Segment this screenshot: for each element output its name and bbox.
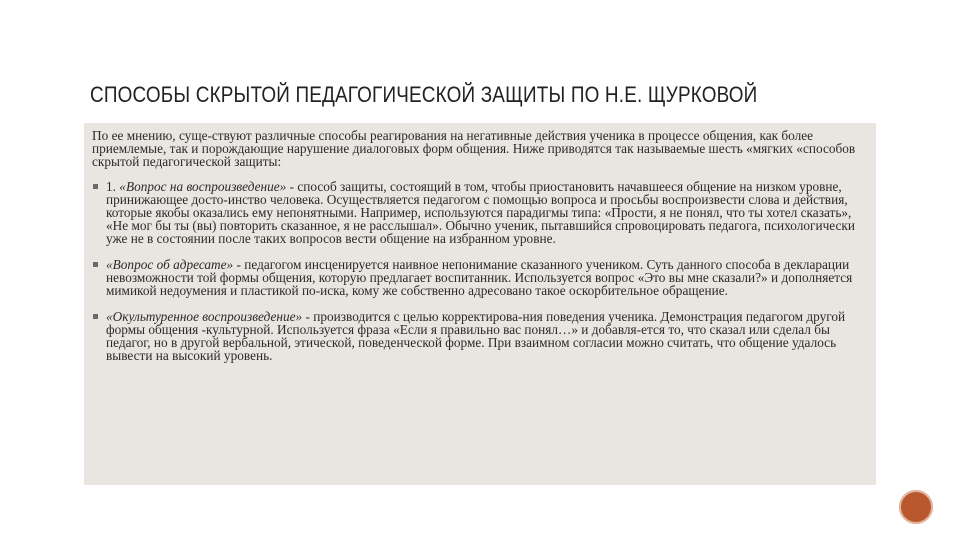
method-description: - педагогом инсценируется наивное непонимание сказанного учеником. Суть данного способа в декларации невозможности той формы общения, которую предлагает воспитанник. Используется вопрос «Это вы мне сказали?» и дополняется мимикой недоумения и пластикой по-иска, кому же собственно адресовано такое оскорбительное обращение. <box>106 257 853 298</box>
method-list <box>92 180 866 362</box>
content-panel <box>84 123 876 485</box>
square-bullet-icon <box>93 314 98 319</box>
method-description: - способ защиты, состоящий в том, чтобы приостановить начавшееся общение на низком уровне, принижающее досто-инство человека. Осуществляется педагогом с помощью вопроса и просьбы воспроизвести слова и действия, которые якобы оказались ему непонятными. Например, используются парадигмы типа: «Прости, я не понял, что ты хотел сказать», «Не мог бы ты (вы) повторить сказанное, я не расслышал». Обычно ученик, пытавшийся спровоцировать педагога, психологически уже не в состоянии после таких вопросов вести общение на избранном уровне. <box>106 179 855 246</box>
square-bullet-icon <box>93 184 98 189</box>
slide-title: СПОСОБЫ СКРЫТОЙ ПЕДАГОГИЧЕСКОЙ ЗАЩИТЫ ПО Н.Е. ЩУРКОВОЙ <box>90 82 758 107</box>
page-number-badge <box>899 490 933 524</box>
list-item <box>92 180 866 245</box>
method-term: «Вопрос на воспроизведение» <box>119 179 287 194</box>
list-item <box>92 310 866 362</box>
method-term: «Окультуренное воспроизведение» <box>106 309 303 324</box>
method-description: - производится с целью корректирова-ния поведения ученика. Демонстрация педагогом другой формы общения -культурной. Используется фраза «Если я правильно вас понял…» и добавля-ется то, что сказал или сделал бы педагог, но в другой вербальной, этической, поведенческой форме. При взаимном согласии можно считать, что общение удалось вывести на высокий уровень. <box>106 309 846 363</box>
method-term: «Вопрос об адресате» <box>106 257 234 272</box>
square-bullet-icon <box>93 262 98 267</box>
item-prefix: 1. <box>106 179 120 194</box>
intro-paragraph: По ее мнению, суще-ствуют различные способы реагирования на негативные действия ученика в процессе общения, как более приемлемые, так и порождающие нарушение диалоговых форм общения. Ниже приводятся так называемые шесть «мягких «способов скрытой педагогической защиты: <box>92 128 856 169</box>
list-item <box>92 258 866 297</box>
